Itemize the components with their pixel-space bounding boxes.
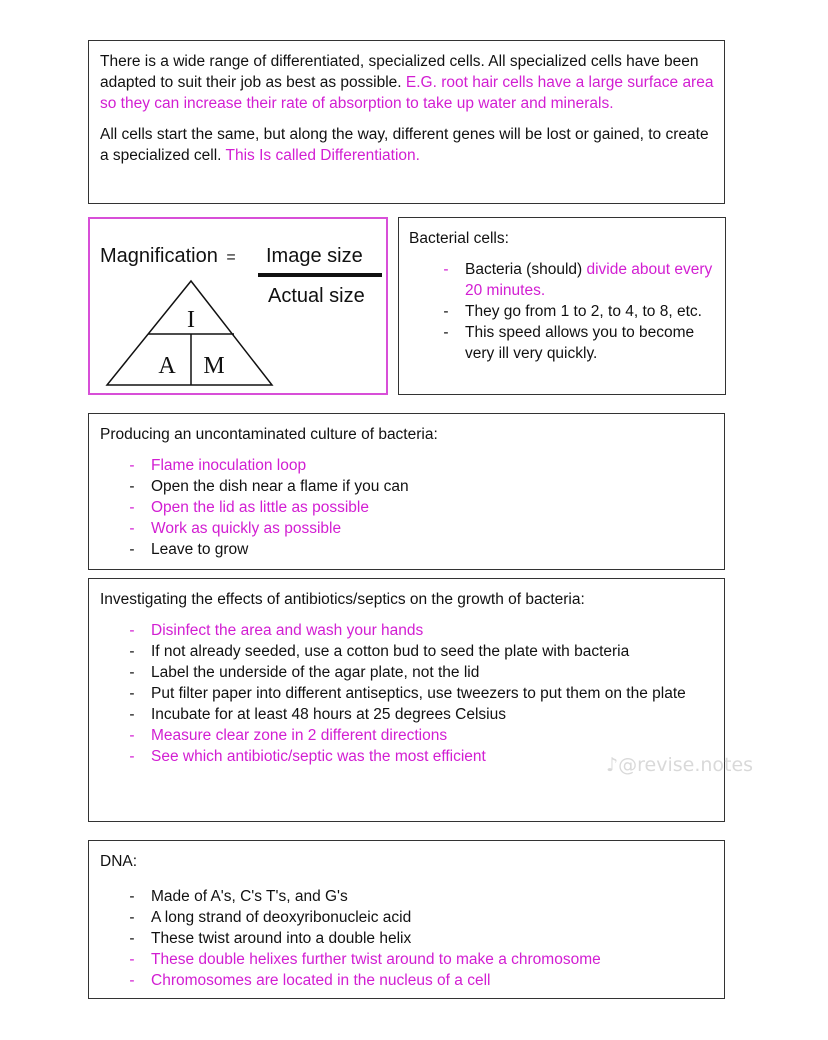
list-item: - Flame inoculation loop [125,455,714,476]
list-item: - Made of A's, C's T's, and G's [125,886,714,907]
list-item: - They go from 1 to 2, to 4, to 8, etc. [439,301,715,322]
bacterial-cells-box [398,217,726,395]
antibiotics-title: Investigating the effects of antibiotics/septics on the growth of bacteria: [100,591,585,608]
list-item: - Disinfect the area and wash your hands [125,620,714,641]
list-item: - See which antibiotic/septic was the most efficient [125,746,714,767]
watermark [606,755,753,776]
list-item: - Open the lid as little as possible [125,497,714,518]
intro-text-black: There is a wide range of differentiated, specialized cells. All specialized cells have been adapted to suit their job as best as possible. [100,53,699,91]
list-item: - A long strand of deoxyribonucleic acid [125,907,714,928]
list-item: - Bacteria (should) divide about every 20 minutes. [439,259,715,301]
watermark-handle: @revise.notes [618,754,754,776]
intro-paragraph-2 [100,124,714,166]
antibiotics-box [88,578,725,822]
magnification-triangle [104,277,278,389]
intro-text-pink: E.G. root hair cells have a large surface area so they can increase their rate of absorption to take up water and minerals. [100,74,714,112]
bacterial-title: Bacterial cells: [409,230,509,247]
dna-title: DNA: [100,853,138,870]
list-item: - These twist around into a double helix [125,928,714,949]
dna-list [125,886,714,991]
list-item: - Open the dish near a flame if you can [125,476,714,497]
list-item: - Incubate for at least 48 hours at 25 degrees Celsius [125,704,714,725]
list-item: - Measure clear zone in 2 different directions [125,725,714,746]
culture-list [125,455,714,560]
culture-title: Producing an uncontaminated culture of bacteria: [100,426,438,443]
triangle-label-i: I [187,307,195,333]
intro-box [88,40,725,204]
triangle-label-a: A [158,353,176,379]
magnification-label: Magnification [100,245,218,267]
list-item: - If not already seeded, use a cotton bud to seed the plate with bacteria [125,641,714,662]
magnification-box [88,217,388,395]
antibiotics-list [125,620,714,767]
bacterial-list [439,259,715,364]
differentiation-text: All cells start the same, but along the way, different genes will be lost or gained, to create a specialized cell. [100,126,709,164]
list-item: - Put filter paper into different antiseptics, use tweezers to put them on the plate [125,683,714,704]
culture-box [88,413,725,570]
list-item: - Chromosomes are located in the nucleus of a cell [125,970,714,991]
list-item: - Leave to grow [125,539,714,560]
tiktok-icon: ♪ [606,754,619,776]
magnification-formula [100,243,239,271]
list-item: - Work as quickly as possible [125,518,714,539]
intro-paragraph-1 [100,51,714,114]
list-item: - These double helixes further twist around to make a chromosome [125,949,714,970]
differentiation-definition: This Is called Differentiation. [225,147,420,164]
list-item: - Label the underside of the agar plate, not the lid [125,662,714,683]
triangle-label-m: M [203,353,225,379]
dna-box [88,840,725,999]
list-item: - This speed allows you to become very ill very quickly. [439,322,715,364]
formula-denominator: Actual size [268,285,365,307]
equals-sign: = [226,249,236,266]
formula-numerator: Image size [266,245,363,267]
